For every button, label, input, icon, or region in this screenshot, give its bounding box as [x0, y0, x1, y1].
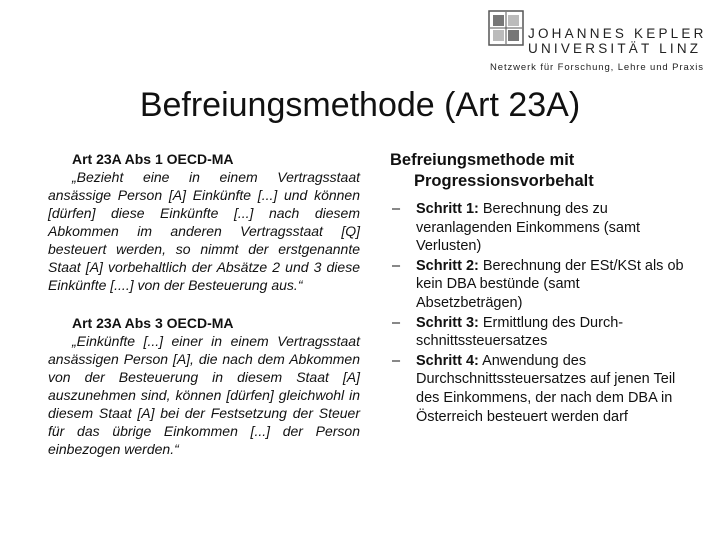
quote-text: „Bezieht eine in einem Vertragsstaat ansässige Person [A] Einkünfte [...] und können [dürfen] diese Einkünfte [...] nach diesem Abkommen im anderen Vertragsstaat [Q] besteuert werden, so nimmt der erstgenannte Staat [A] vorbehaltlich der Absätze 2 und 3 diese Einkünfte [....] von der Besteuerung aus.“ [48, 169, 360, 293]
step-text: Ermittlung des Durch-schnittssteuersatzes [416, 314, 624, 350]
method-heading: Befreiungsmethode mit Progressionsvorbehalt [390, 151, 594, 190]
step-item [390, 314, 688, 351]
method-steps-column [390, 150, 688, 427]
logo-tagline: Netzwerk für Forschung, Lehre und Praxis [490, 62, 704, 73]
step-label: Schritt 2: [416, 257, 479, 274]
quote-art23a-abs1 [48, 150, 360, 294]
university-logo [488, 10, 712, 80]
step-item [390, 352, 688, 426]
step-label: Schritt 3: [416, 314, 479, 331]
dash-bullet: – [392, 352, 401, 369]
step-item [390, 257, 688, 313]
step-label: Schritt 1: [416, 201, 479, 217]
slide-title: Befreiungsmethode (Art 23A) [139, 86, 581, 124]
dash-bullet: – [392, 314, 401, 331]
quote-art23a-abs3 [48, 314, 360, 458]
dash-bullet: – [392, 201, 401, 217]
step-list [390, 200, 688, 426]
step-text: Berechnung des zu veranlagenden Einkommens (samt Verlusten) [416, 201, 641, 255]
oecd-quotes-column [48, 150, 360, 478]
quote-text: „Einkünfte [...] einer in einem Vertragsstaat ansässigen Person [A], die nach dem Abkommen von der Besteuerung in diesem Staat [A] auszunehmen sind, können [dürfen] gleichwohl in diesem Staat [A] bei der Festsetzung der Steuer für das übrige Einkommen [...] der Person einbezogen werden.“ [48, 333, 360, 457]
step-text: Anwendung des Durchschnittssteuersatzes auf jenen Teil des Einkommens, der nach dem DBA in Österreich besteuert werden darf [416, 352, 676, 425]
quote-heading: Art 23A Abs 1 OECD-MA [72, 151, 234, 167]
step-text: Berechnung der ESt/KSt als ob kein DBA bestünde (samt Absetzbeträgen) [416, 257, 684, 311]
logo-name-line-2: UNIVERSITÄT LINZ [528, 41, 702, 56]
step-item [390, 200, 688, 256]
quote-heading: Art 23A Abs 3 OECD-MA [72, 315, 234, 331]
dash-bullet: – [392, 257, 401, 274]
step-label: Schritt 4: [416, 352, 479, 369]
logo-name-line-1: JOHANNES KEPLER [528, 26, 707, 41]
university-crest-icon [488, 10, 524, 46]
